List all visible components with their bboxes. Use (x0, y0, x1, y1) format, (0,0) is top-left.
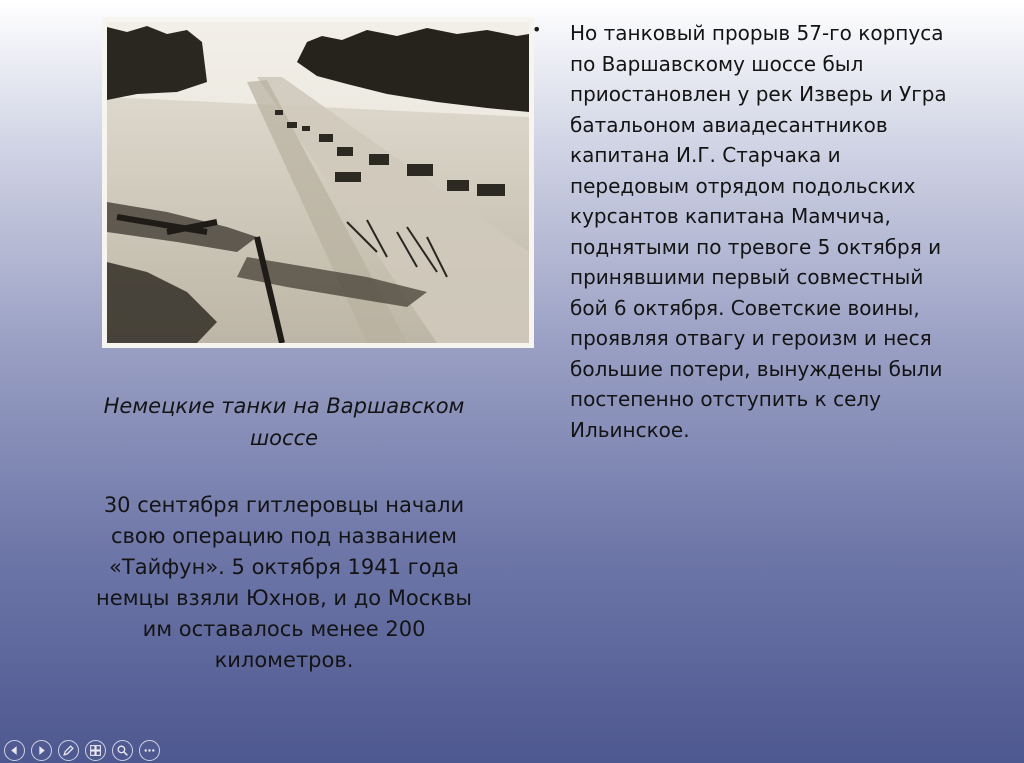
photo-image (107, 22, 529, 343)
photo-caption: Немецкие танки на Варшавском шоссе (103, 394, 465, 450)
slideshow-controls (4, 740, 160, 761)
next-icon (35, 744, 48, 757)
prev-icon (8, 744, 21, 757)
body-text-right: Но танковый прорыв 57-го корпуса по Варшавскому шоссе был приостановлен у рек Изверь и Угра батальоном авиадесантников капитана И.Г. Старчака и передовым отрядом подольских курсантов капитана Мамчича, поднятыми по тревоге 5 октября и принявшими первый совместный бой 6 октября. Советские воины, проявляя отвагу и героизм и неся большие потери, вынуждены были постепенно отступить к селу Ильинское. (570, 21, 947, 442)
pen-button[interactable] (58, 740, 79, 761)
next-slide-button[interactable] (31, 740, 52, 761)
photo-german-tanks (102, 17, 534, 348)
prev-slide-button[interactable] (4, 740, 25, 761)
slides-icon (89, 744, 102, 757)
zoom-icon (116, 744, 129, 757)
more-options-button[interactable] (139, 740, 160, 761)
bullet-marker: • (532, 20, 542, 39)
see-all-slides-button[interactable] (85, 740, 106, 761)
zoom-button[interactable] (112, 740, 133, 761)
pen-icon (62, 744, 75, 757)
more-icon (143, 744, 156, 757)
body-text-left: 30 сентября гитлеровцы начали свою операцию под названием «Тайфун». 5 октября 1941 года немцы взяли Юхнов, и до Москвы им оставалось менее 200 километров. (96, 493, 472, 672)
